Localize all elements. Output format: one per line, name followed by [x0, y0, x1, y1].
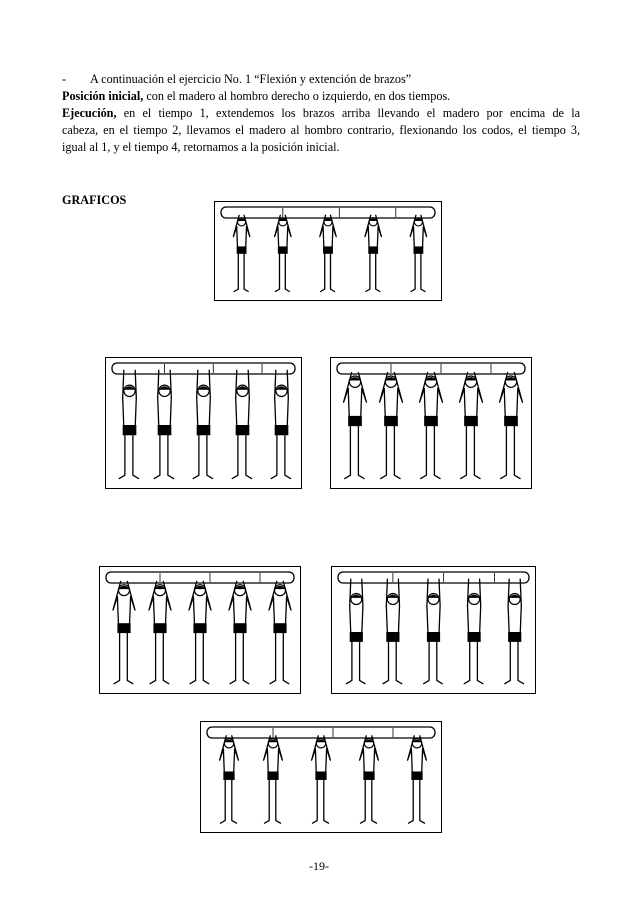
- posicion-line: [62, 88, 580, 105]
- gymnast: [344, 373, 367, 479]
- ejecucion-text-2: cabeza, en el tiempo 2, llevamos el madero al hombro contrario, flexionando los codos, el tiempo 3,: [62, 123, 580, 137]
- ejecucion-text-3: igual al 1, y el tiempo 4, retornamos a la posición inicial.: [62, 140, 340, 154]
- wooden-log: [337, 363, 525, 374]
- intro-line: [62, 71, 580, 88]
- graficos-heading: GRAFICOS: [62, 193, 127, 207]
- figure-1: [214, 201, 442, 301]
- gymnast: [360, 736, 379, 823]
- gymnast: [420, 373, 443, 479]
- gymnast: [233, 215, 249, 291]
- gymnast: [410, 215, 426, 291]
- bullet-dash: -: [62, 72, 67, 86]
- gymnast: [113, 581, 135, 683]
- gymnast: [346, 579, 365, 684]
- gymnast: [271, 370, 290, 478]
- gymnast: [365, 215, 381, 291]
- ejecucion-line-1: [62, 105, 580, 122]
- gymnast: [380, 373, 403, 479]
- posicion-text: con el madero al hombro derecho o izquierdo, en dos tiempos.: [146, 89, 451, 103]
- ejecucion-label: Ejecución,: [62, 106, 117, 120]
- wooden-log: [106, 572, 294, 583]
- gymnast: [312, 736, 331, 823]
- wooden-log: [207, 727, 435, 738]
- ejecucion-text-1: en el tiempo 1, extendemos los brazos arriba llevando el madero por encima de la: [123, 106, 580, 120]
- gymnast: [505, 579, 524, 684]
- ejecucion-line-3: [62, 139, 580, 156]
- gymnast: [408, 736, 427, 823]
- gymnast: [424, 579, 443, 684]
- gymnast: [220, 736, 239, 823]
- gymnast: [149, 581, 171, 683]
- gymnast: [275, 215, 291, 291]
- gymnast: [189, 581, 211, 683]
- gymnast: [193, 370, 212, 478]
- exercise-description: [62, 71, 580, 156]
- gymnast: [383, 579, 402, 684]
- wooden-log: [338, 572, 529, 583]
- posicion-label: Posición inicial,: [62, 89, 144, 103]
- gymnast: [154, 370, 173, 478]
- gymnast: [460, 373, 483, 479]
- gymnast: [119, 370, 138, 478]
- intro-text: A continuación el ejercicio No. 1 “Flexión y extención de brazos”: [90, 72, 412, 86]
- gymnast: [464, 579, 483, 684]
- page-number: -19-: [309, 859, 329, 873]
- gymnast: [264, 736, 283, 823]
- gymnast: [229, 581, 251, 683]
- figure-4: [99, 566, 301, 694]
- gymnast: [500, 373, 523, 479]
- figure-2: [105, 357, 302, 489]
- figure-5: [331, 566, 536, 694]
- gymnast: [320, 215, 336, 291]
- wooden-log: [112, 363, 295, 374]
- gymnast: [269, 581, 291, 683]
- gymnast: [232, 370, 251, 478]
- ejecucion-line-2: [62, 122, 580, 139]
- wooden-log: [221, 207, 435, 218]
- figure-3: [330, 357, 532, 489]
- figure-6: [200, 721, 442, 833]
